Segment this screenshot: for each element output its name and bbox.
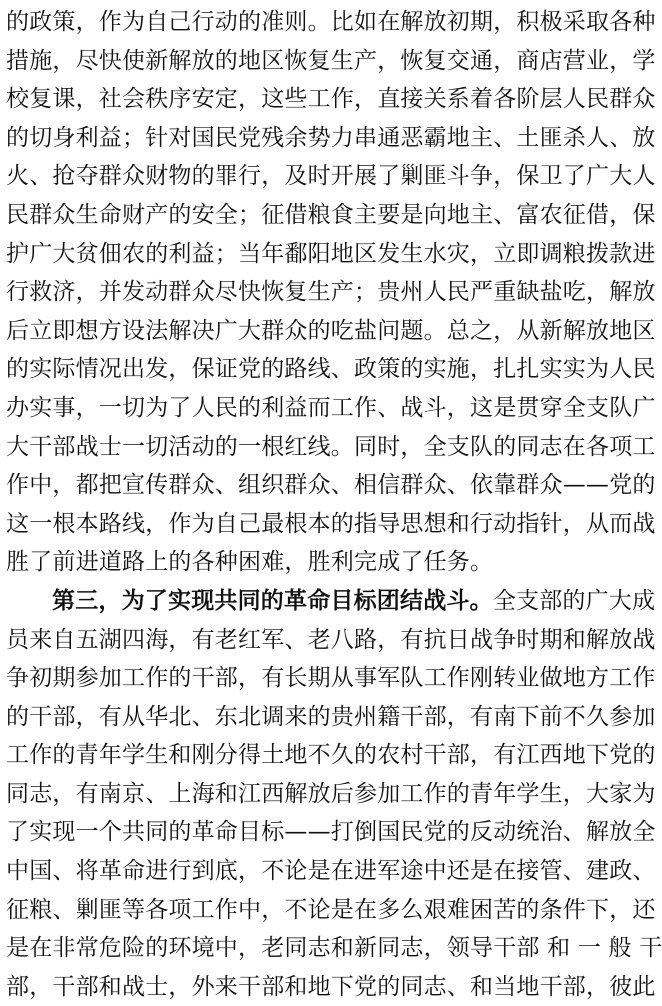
text-line: 工作的青年学生和刚分得土地不久的农村干部，有江西地下党的: [6, 742, 656, 769]
text-line: 作中，都把宣传群众、组织群众、相信群众、依靠群众——党的: [6, 472, 656, 499]
text-line: 征粮、剿匪等各项工作中，不论是在多么艰难困苦的条件下，还: [6, 896, 656, 923]
text-line: 胜了前进道路上的各种困难，胜利完成了任务。: [6, 549, 494, 576]
text-line: 员来自五湖四海，有老红军、老八路，有抗日战争时期和解放战: [6, 626, 656, 653]
text-line: 了实现一个共同的革命目标——打倒国民党的反动统治、解放全: [6, 819, 656, 846]
text-line: 部，干部和战士，外来干部和地下党的同志、和当地干部，彼此: [6, 973, 656, 1000]
text-line: 校复课，社会秩序安定，这些工作，直接关系着各阶层人民群众: [6, 86, 656, 113]
heading-continuation: 全支部的广大成: [492, 587, 656, 614]
text-line: 后立即想方设法解决广大群众的吃盐问题。总之，从新解放地区: [6, 317, 656, 344]
text-line: 的实际情况出发，保证党的路线、政策的实施，扎扎实实为人民: [6, 356, 656, 383]
text-line: 这一根本路线，作为自己最根本的指导思想和行动指针，从而战: [6, 510, 656, 537]
text-line: 大干部战士一切活动的一根红线。同时，全支队的同志在各项工: [6, 433, 656, 460]
text-line: 是在非常危险的环境中，老同志和新同志，领导干部 和 一 般 干: [6, 935, 662, 962]
text-line: 争初期参加工作的干部，有长期从事军队工作刚转业做地方工作: [6, 665, 656, 692]
text-line: 的切身利益；针对国民党残余势力串通恶霸地主、土匪杀人、放: [6, 124, 656, 151]
section-heading-line: [6, 582, 656, 621]
text-line: 的政策，作为自己行动的准则。比如在解放初期，积极采取各种: [6, 9, 656, 35]
text-line: 护广大贫佃农的利益；当年鄱阳地区发生水灾，立即调粮拨款进: [6, 240, 656, 267]
text-line: 火、抢夺群众财物的罪行，及时开展了剿匪斗争，保卫了广大人: [6, 163, 656, 190]
text-line: 办实事，一切为了人民的利益而工作、战斗，这是贯穿全支队广: [6, 394, 656, 421]
text-line: 行救济，并发动群众尽快恢复生产；贵州人民严重缺盐吃，解放: [6, 279, 656, 306]
section-heading: 第三，为了实现共同的革命目标团结战斗。: [52, 587, 493, 614]
text-line: 中国、将革命进行到底，不论是在进军途中还是在接管、建政、: [6, 858, 656, 885]
text-line: 同志，有南京、上海和江西解放后参加工作的青年学生，大家为: [6, 780, 656, 807]
text-line: 民群众生命财产的安全；征借粮食主要是向地主、富农征借，保: [6, 201, 656, 228]
text-line: 的干部，有从华北、东北调来的贵州籍干部，有南下前不久参加: [6, 703, 656, 730]
text-line: 措施，尽快使新解放的地区恢复生产，恢复交通，商店营业，学: [6, 47, 656, 74]
